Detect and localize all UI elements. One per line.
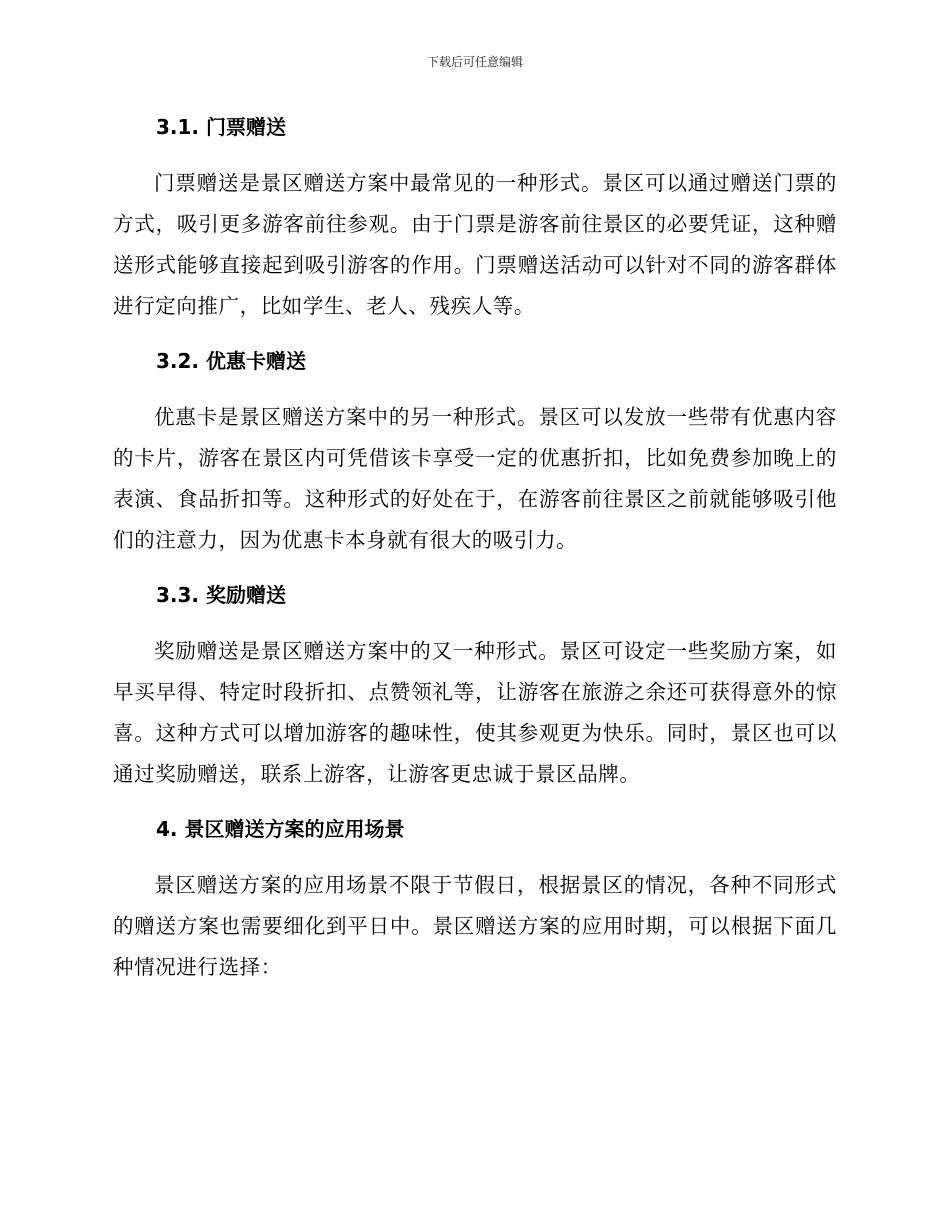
section-heading-3-1: 3.1. 门票赠送	[156, 115, 286, 139]
section-paragraph-3-1: 门票赠送是景区赠送方案中最常见的一种形式。景区可以通过赠送门票的方式，吸引更多游客前往参观。由于门票是游客前往景区的必要凭证，这种赠送形式能够直接起到吸引游客的作用。门票赠送活动可以针对不同的游客群体进行定向推广，比如学生、老人、残疾人等。	[113, 171, 837, 318]
section-paragraph-4: 景区赠送方案的应用场景不限于节假日，根据景区的情况，各种不同形式的赠送方案也需要细化到平日中。景区赠送方案的应用时期，可以根据下面几种情况进行选择：	[113, 873, 837, 979]
document-body	[113, 107, 837, 988]
header-note: 下载后可任意编辑	[426, 55, 523, 69]
section-heading-3-3: 3.3. 奖励赠送	[156, 583, 286, 607]
section-heading-4: 4. 景区赠送方案的应用场景	[156, 817, 405, 841]
section-paragraph-3-2: 优惠卡是景区赠送方案中的另一种形式。景区可以发放一些带有优惠内容的卡片，游客在景区内可凭借该卡享受一定的优惠折扣，比如免费参加晚上的表演、食品折扣等。这种形式的好处在于，在游客前往景区之前就能够吸引他们的注意力，因为优惠卡本身就有很大的吸引力。	[113, 405, 837, 552]
section-paragraph-3-3: 奖励赠送是景区赠送方案中的又一种形式。景区可设定一些奖励方案，如早买早得、特定时段折扣、点赞领礼等，让游客在旅游之余还可获得意外的惊喜。这种方式可以增加游客的趣味性，使其参观更为快乐。同时，景区也可以通过奖励赠送，联系上游客，让游客更忠诚于景区品牌。	[113, 639, 837, 786]
section-heading-3-2: 3.2. 优惠卡赠送	[156, 349, 306, 373]
